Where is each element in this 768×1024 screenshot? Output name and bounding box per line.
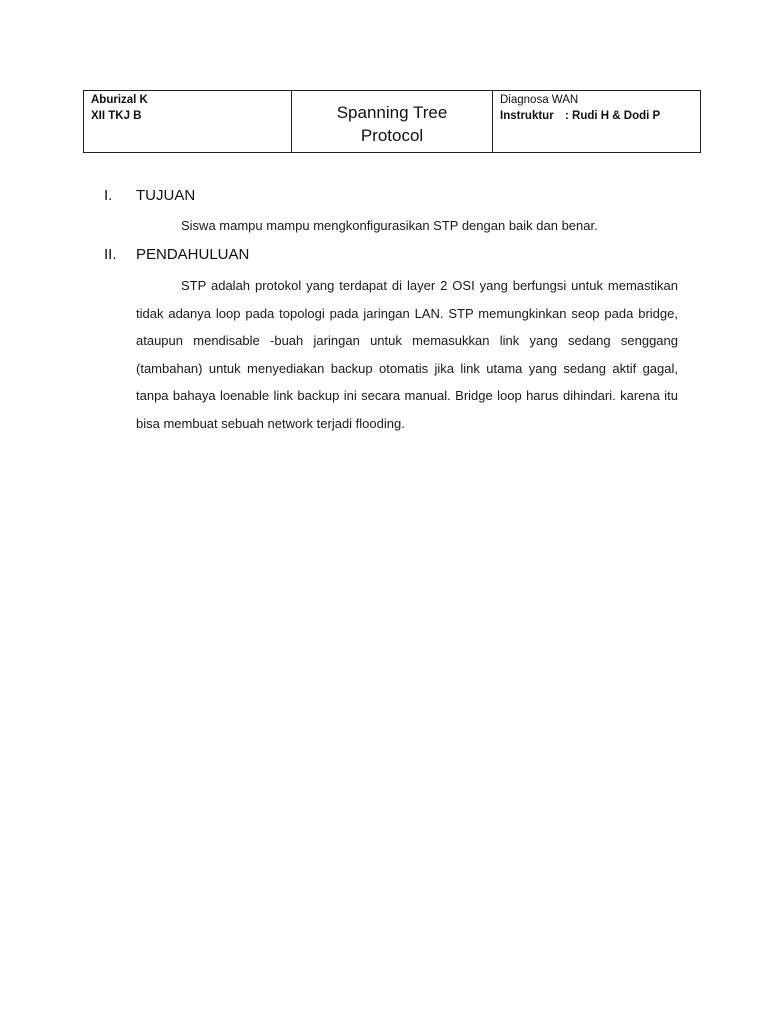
- section-title: TUJUAN: [136, 187, 196, 204]
- document-title-cell: [292, 91, 493, 153]
- instructor-line: [500, 108, 700, 124]
- document-header-table: [83, 90, 701, 153]
- section-title: PENDAHULUAN: [136, 246, 250, 263]
- instructor-label: Instruktur: [500, 110, 554, 122]
- section-body-pendahuluan: STP adalah protokol yang terdapat di layer 2 OSI yang berfungsi untuk memastikan tidak adanya loop pada topologi pada jaringan LAN. STP memungkinkan seop pada bridge, ataupun mendisable -buah jaringan untuk memasukkan link yang sedang senggang (tambahan) untuk menyediakan backup otomatis jika link utama yang sedang aktif gagal, tanpa bahaya loenable link backup ini secara manual. Bridge loop harus dihindari. karena itu bisa membuat sebuah network terjadi flooding.: [136, 278, 678, 431]
- section-body-tujuan: Siswa mampu mampu mengkonfigurasikan STP dengan baik dan benar.: [181, 218, 598, 233]
- section-number: II.: [104, 246, 117, 263]
- student-name: Aburizal K: [91, 94, 148, 106]
- section-number: I.: [104, 187, 113, 204]
- course-subject: Diagnosa WAN: [500, 94, 579, 106]
- document-title-line2: Protocol: [360, 125, 424, 145]
- document-title-line1: Spanning Tree: [336, 102, 448, 122]
- course-info-cell: [493, 91, 701, 153]
- section-heading-pendahuluan: [104, 245, 249, 265]
- instructor-value: : Rudi H & Dodi P: [565, 110, 661, 122]
- student-class: XII TKJ B: [91, 110, 142, 122]
- student-info-cell: [84, 91, 292, 153]
- section-heading-tujuan: [104, 186, 195, 206]
